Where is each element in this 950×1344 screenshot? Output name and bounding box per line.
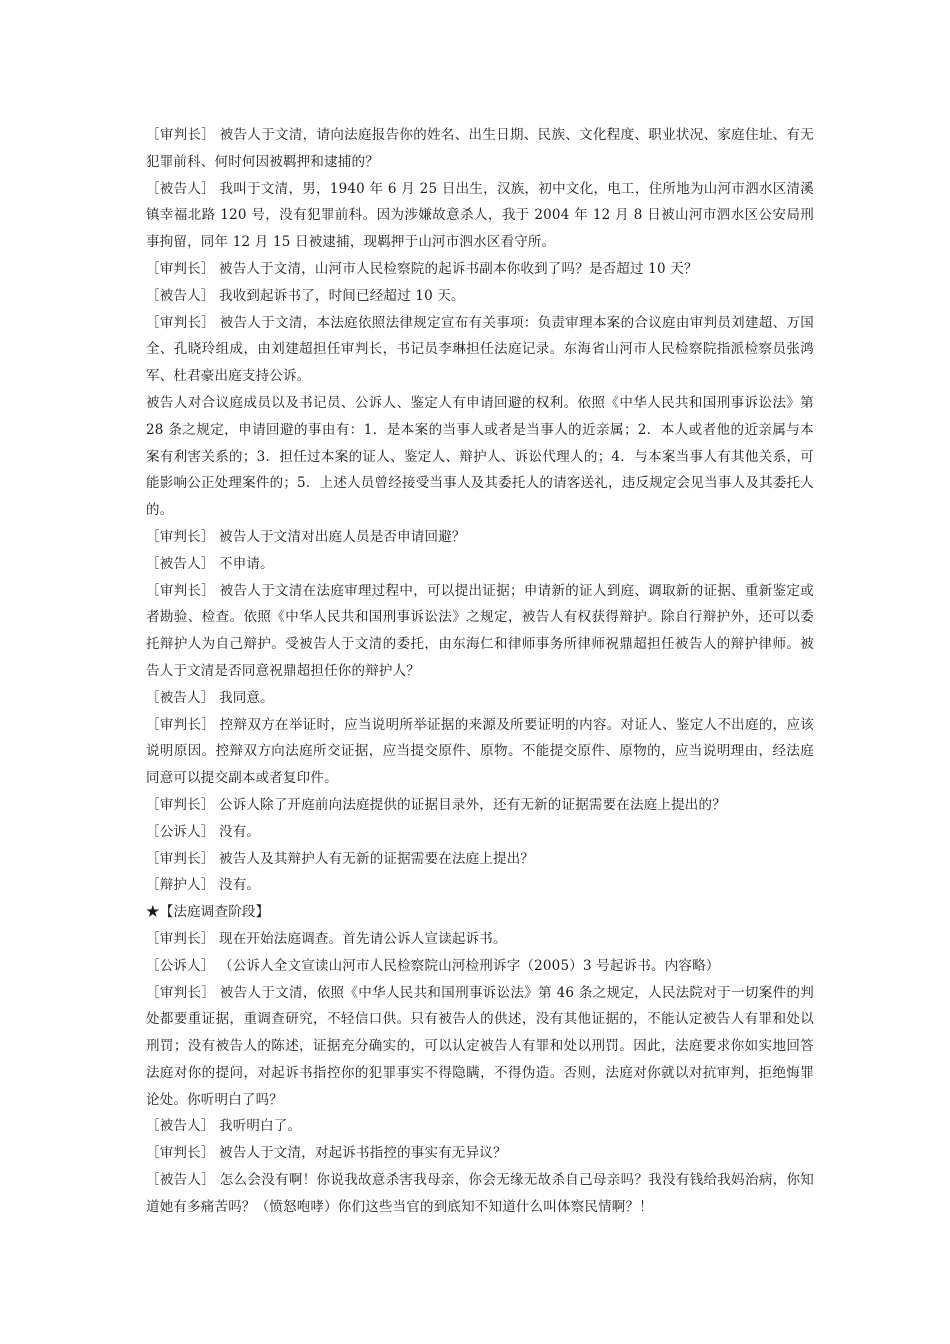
- paragraph-19: ［审判长］ 被告人于文清，依照《中华人民共和国刑事诉讼法》第 46 条之规定，人民法院对于一切案件的判处都要重证据，重调查研究，不轻信口供。只有被告人的供述，没有其他证据的，不能认定被告人有罪和处以刑罚；没有被告人的陈述，证据充分确实的，可以认定被告人有罪和处以刑罚。因此，法庭要求你如实地回答法庭对你的提问，对起诉书指控你的犯罪事实不得隐瞒，不得伪造。否则，法庭对你就以对抗审判，拒绝悔罪论处。你听明白了吗？: [146, 984, 814, 1108]
- transcript-body: [146, 122, 814, 1221]
- paragraph-8: ［被告人］ 不申请。: [146, 555, 274, 572]
- paragraph-11: ［审判长］ 控辩双方在举证时，应当说明所举证据的来源及所要证明的内容。对证人、鉴定人不出庭的，应该说明原因。控辩双方向法庭所交证据，应当提交原件、原物。不能提交原件、原物的，应当说明理由，经法庭同意可以提交副本或者复印件。: [146, 716, 814, 787]
- paragraph-20: ［被告人］ 我听明白了。: [146, 1118, 302, 1135]
- paragraph-18: ［公诉人］ （公诉人全文宣读山河市人民检察院山河检刑诉字（2005）3 号起诉书。内容略）: [146, 957, 720, 974]
- paragraph-12: ［审判长］ 公诉人除了开庭前向法庭提供的证据目录外，还有无新的证据需要在法庭上提出的？: [146, 796, 726, 813]
- paragraph-13: ［公诉人］ 没有。: [146, 823, 261, 840]
- paragraph-14: ［审判长］ 被告人及其辩护人有无新的证据需要在法庭上提出？: [146, 850, 535, 867]
- paragraph-3: ［审判长］ 被告人于文清，山河市人民检察院的起诉书副本你收到了吗？是否超过 10 天？: [146, 260, 698, 277]
- paragraph-7: ［审判长］ 被告人于文清对出庭人员是否申请回避？: [146, 528, 466, 545]
- paragraph-17: ［审判长］ 现在开始法庭调查。首先请公诉人宣读起诉书。: [146, 930, 507, 947]
- paragraph-21: ［审判长］ 被告人于文清，对起诉书指控的事实有无异议？: [146, 1145, 507, 1162]
- paragraph-9: ［审判长］ 被告人于文清在法庭审理过程中，可以提出证据；申请新的证人到庭、调取新的证据、重新鉴定或者勘验、检查。依照《中华人民共和国刑事诉讼法》之规定，被告人有权获得辩护。除自行辩护外，还可以委托辩护人为自己辩护。受被告人于文清的委托，由东海仁和律师事务所律师祝鼎超担任被告人的辩护律师。被告人于文清是否同意祝鼎超担任你的辩护人？: [146, 582, 814, 679]
- paragraph-4: ［被告人］ 我收到起诉书了，时间已经超过 10 天。: [146, 287, 465, 304]
- paragraph-22: ［被告人］ 怎么会没有啊！你说我故意杀害我母亲，你会无缘无故杀自己母亲吗？我没有钱给我妈治病，你知道她有多痛苦吗？（愤怒咆哮）你们这些当官的到底知不知道什么叫体察民情啊？！: [146, 1172, 814, 1215]
- paragraph-10: ［被告人］ 我同意。: [146, 689, 274, 706]
- paragraph-15: ［辩护人］ 没有。: [146, 877, 261, 894]
- paragraph-1: ［审判长］ 被告人于文清，请向法庭报告你的姓名、出生日期、民族、文化程度、职业状况、家庭住址、有无犯罪前科、何时何因被羁押和逮捕的？: [146, 127, 814, 170]
- paragraph-5: ［审判长］ 被告人于文清，本法庭依照法律规定宣布有关事项：负责审理本案的合议庭由审判员刘建超、万国全、孔晓玲组成，由刘建超担任审判长，书记员李琳担任法庭记录。东海省山河市人民检察院指派检察员张鸿军、杜君豪出庭支持公诉。: [146, 314, 814, 385]
- section-heading: ★【法庭调查阶段】: [146, 904, 270, 921]
- paragraph-2: ［被告人］ 我叫于文清，男，1940 年 6 月 25 日出生，汉族，初中文化，电工，住所地为山河市泗水区清溪镇幸福北路 120 号，没有犯罪前科。因为涉嫌故意杀人，我于 2004 年 12 月 8 日被山河市泗水区公安局刑事拘留，同年 12 月 15 日被逮捕，现羁押于山河市泗水区看守所。: [146, 180, 814, 251]
- paragraph-6: 被告人对合议庭成员以及书记员、公诉人、鉴定人有申请回避的权利。依照《中华人民共和国刑事诉讼法》第 28 条之规定，申请回避的事由有：1．是本案的当事人或者是当事人的近亲属；2．本人或者他的近亲属与本案有利害关系的；3．担任过本案的证人、鉴定人、辩护人、诉讼代理人的；4．与本案当事人有其他关系，可能影响公正处理案件的；5．上述人员曾经接受当事人及其委托人的请客送礼，违反规定会见当事人及其委托人的。: [146, 394, 814, 519]
